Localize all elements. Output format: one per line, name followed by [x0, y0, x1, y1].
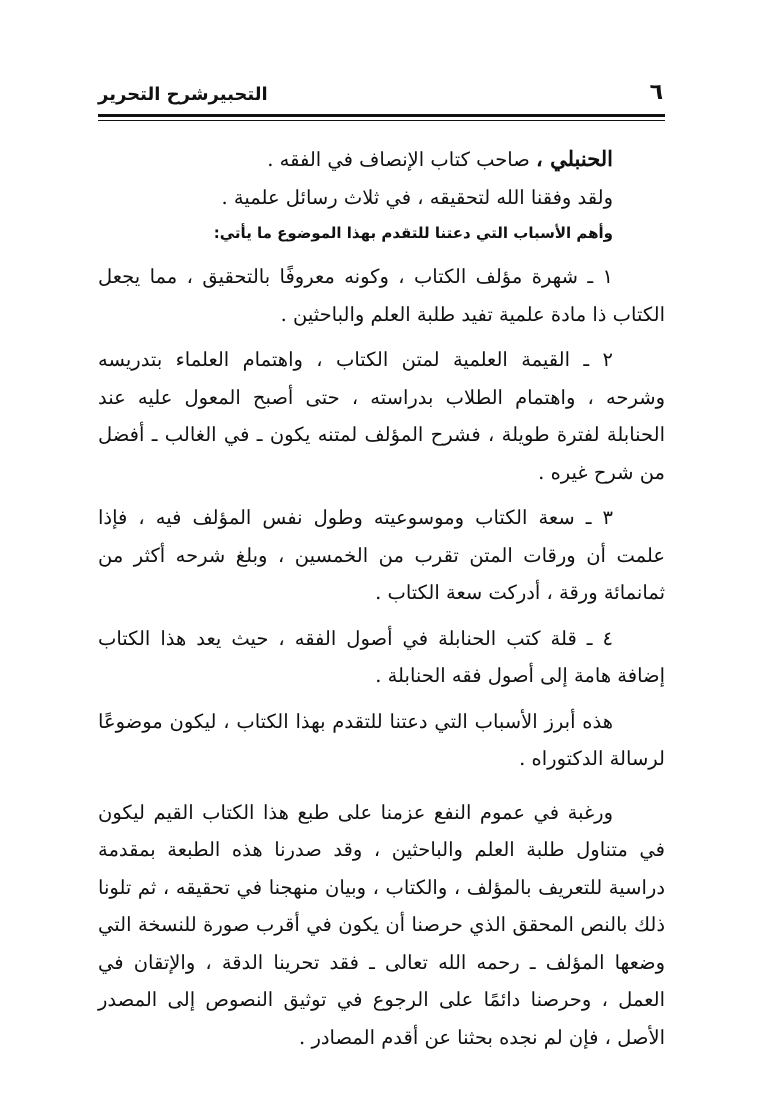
- header-rule-thick: [98, 114, 665, 117]
- paragraph-2: ولقد وفقنا الله لتحقيقه ، في ثلاث رسائل علمية .: [221, 185, 613, 209]
- running-header: [98, 80, 665, 110]
- reason-3: ٣ ـ سعة الكتاب وموسوعيته وطول نفس المؤلف فيه ، فإذا علمت أن ورقات المتن تقرب من الخمسين ، وبلغ شرحه أكثر من ثمانمائة ورقة ، أدركت سعة الكتاب .: [98, 506, 665, 604]
- paragraph-1-bold-lead: الحنبلي ،: [535, 146, 613, 171]
- reason-4: ٤ ـ قلة كتب الحنابلة في أصول الفقه ، حيث يعد هذا الكتاب إضافة هامة إلى أصول فقه الحنابلة .: [98, 626, 665, 687]
- page-number: ٦: [649, 80, 663, 105]
- closing-paragraph: ورغبة في عموم النفع عزمنا على طبع هذا الكتاب القيم ليكون في متناول طلبة العلم والباحثين ، وقد صدرنا هذه الطبعة بمقدمة دراسية للتعريف بالمؤلف ، والكتاب ، وبيان منهجنا في تحقيقه ، ثم تلونا ذلك بالنص المحقق الذي حرصنا أن يكون في أقرب صورة للنسخة التي وضعها المؤلف ـ رحمه الله تعالى ـ فقد تحرينا الدقة ، والإتقان في العمل ، وحرصنا دائمًا على الرجوع في توثيق النصوص إلى المصدر الأصل ، فإن لم نجده بحثنا عن أقدم المصادر .: [98, 800, 665, 1049]
- paragraph-1-rest: صاحب كتاب الإنصاف في الفقه .: [267, 148, 536, 171]
- paragraph-1: [98, 140, 665, 179]
- running-title: التحبيرشرح التحرير: [98, 84, 268, 105]
- reason-2: ٢ ـ القيمة العلمية لمتن الكتاب ، واهتمام العلماء بتدريسه وشرحه ، واهتمام الطلاب بدراسته ، حتى أصبح المعول عليه عند الحنابلة لفترة طويلة ، فشرح المؤلف لمتنه يكون ـ في الغالب ـ أفضل من شرح غيره .: [98, 348, 665, 484]
- header-rule-thin: [98, 120, 665, 121]
- body-text: [98, 140, 665, 1056]
- section-subheading: وأهم الأسباب التي دعتنا للتقدم بهذا الموضوع ما يأتي:: [213, 224, 613, 242]
- summary-paragraph: هذه أبرز الأسباب التي دعتنا للتقدم بهذا الكتاب ، ليكون موضوعًا لرسالة الدكتوراه .: [98, 709, 665, 770]
- reason-1: ١ ـ شهرة مؤلف الكتاب ، وكونه معروفًا بالتحقيق ، مما يجعل الكتاب ذا مادة علمية تفيد طلبة العلم والباحثين .: [98, 265, 665, 326]
